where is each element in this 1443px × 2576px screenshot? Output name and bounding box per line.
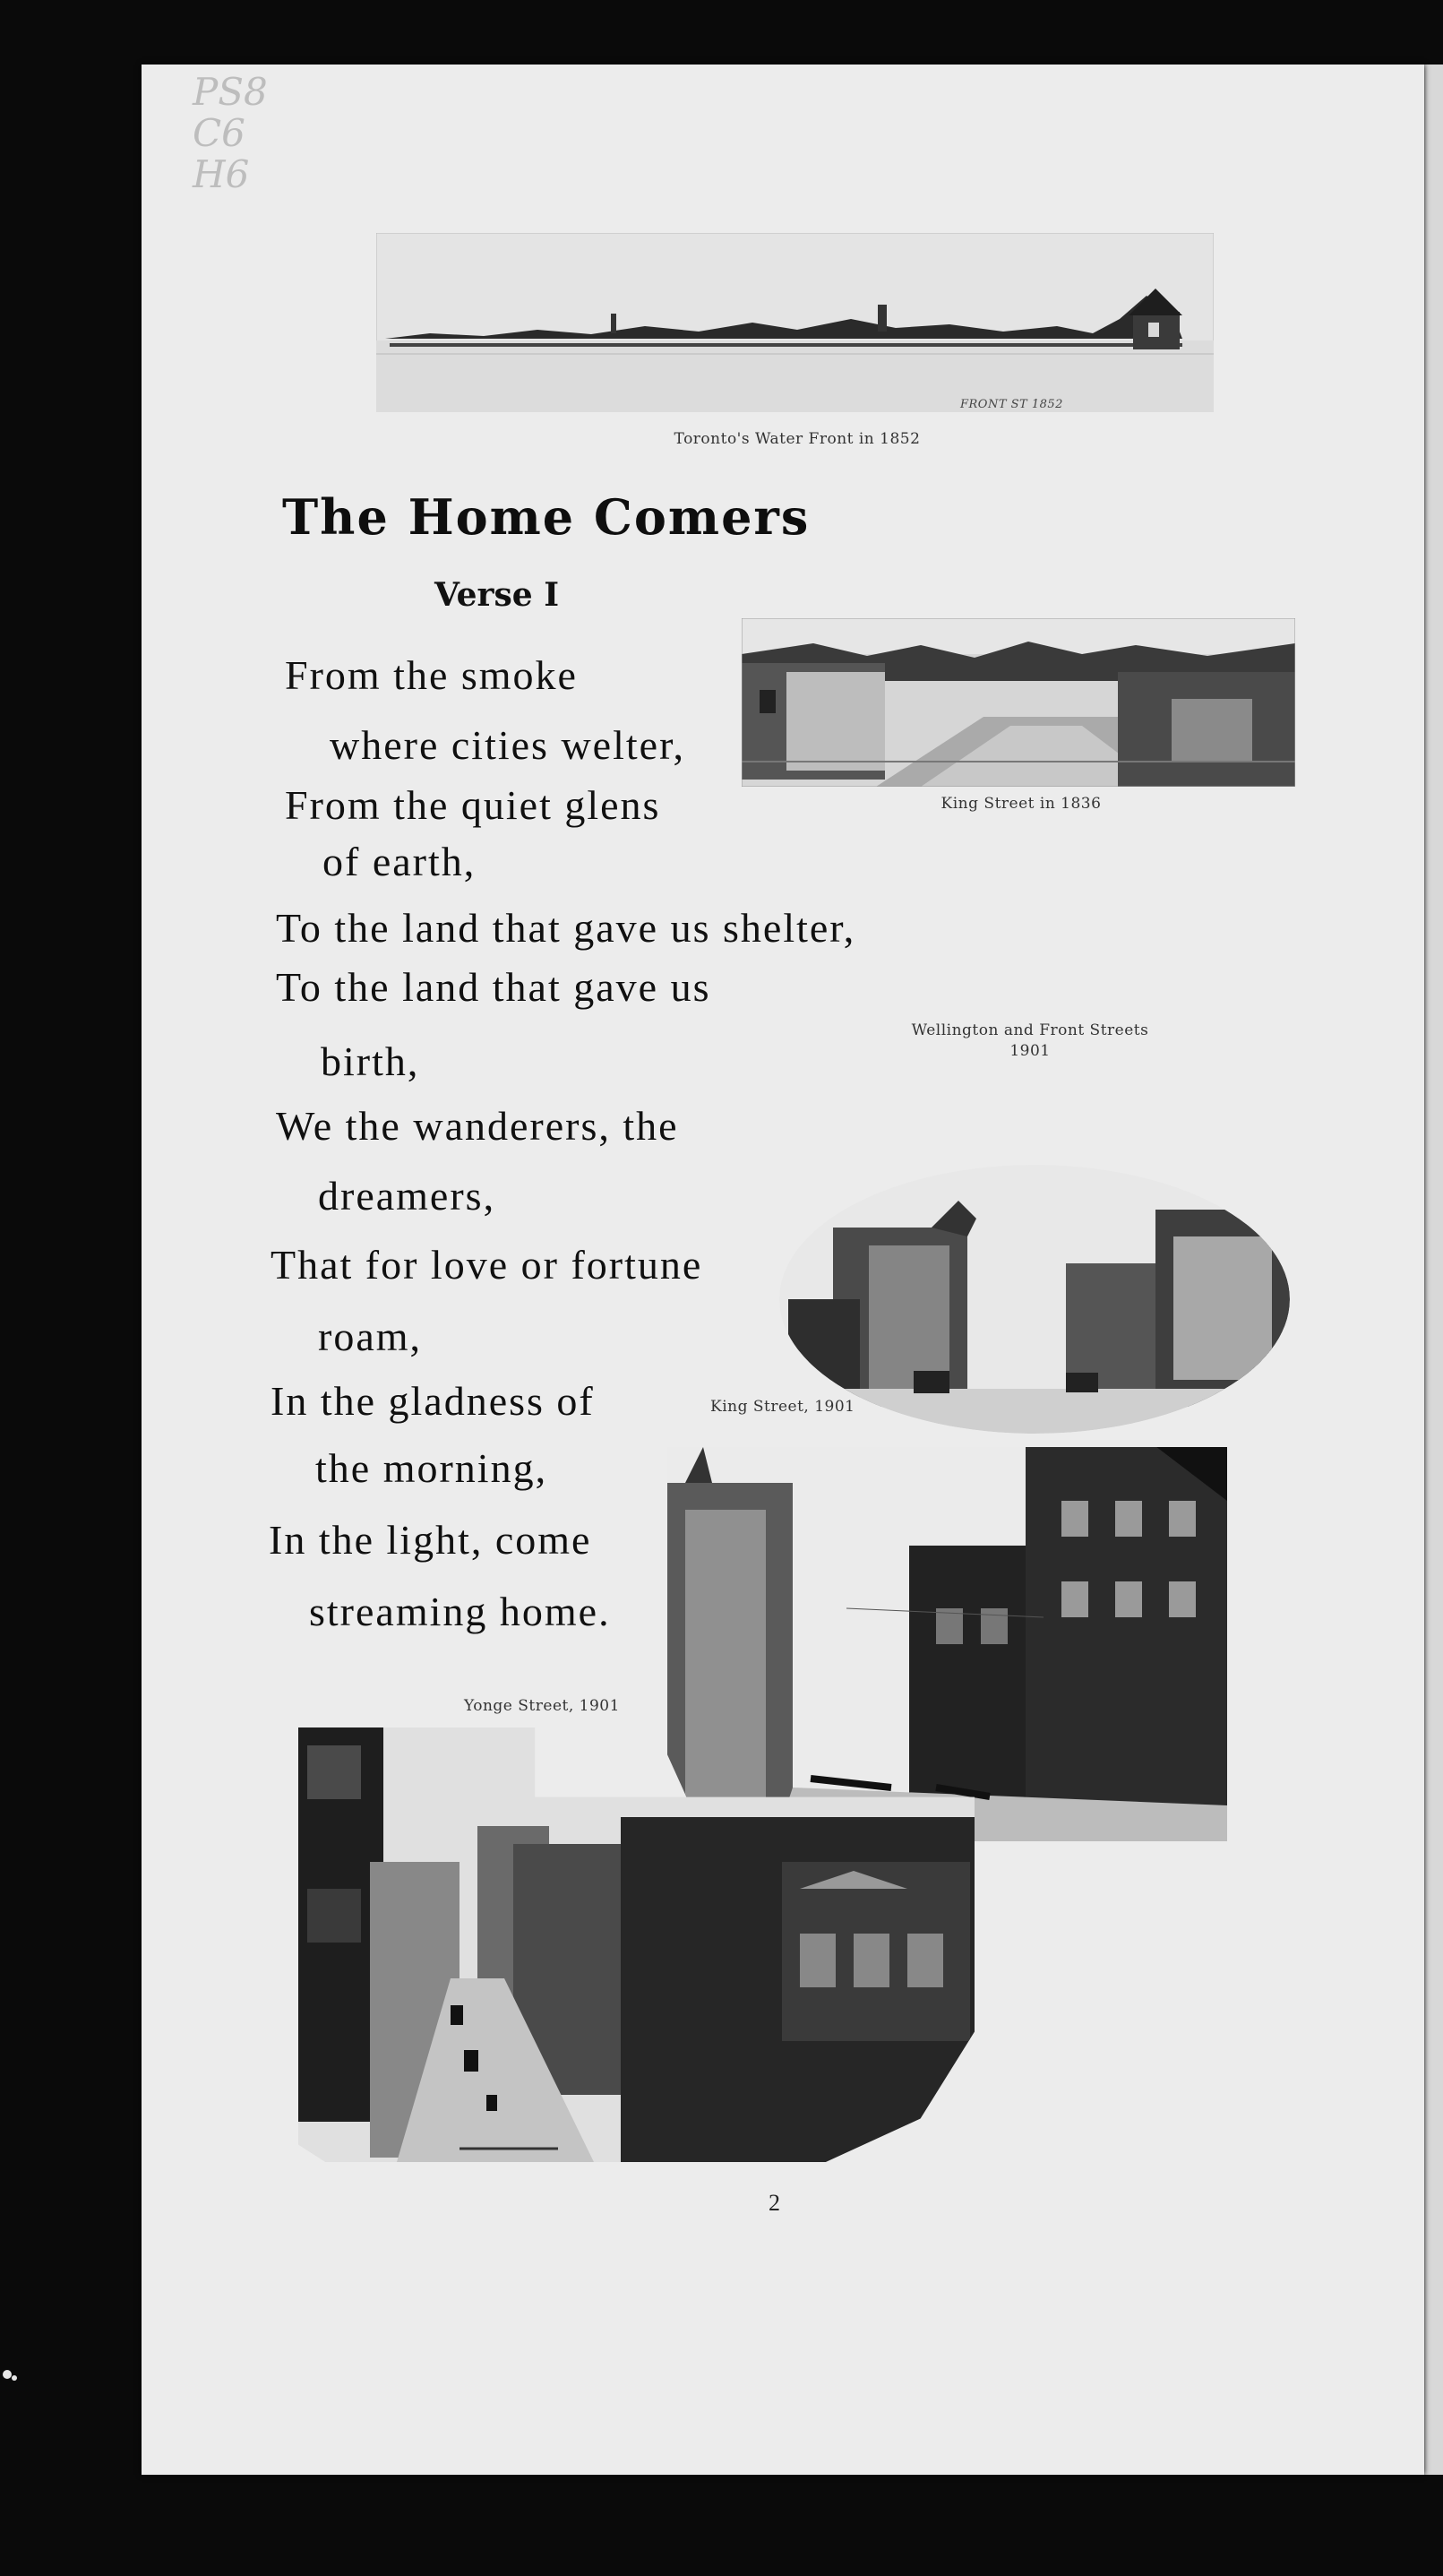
poem-line: streaming home.: [309, 1589, 611, 1634]
poem-line: From the smoke: [285, 652, 578, 698]
king-street-1836-caption: King Street in 1836: [941, 795, 1102, 813]
scan-specks: [0, 2365, 36, 2437]
poem-title: The Home Comers: [282, 488, 811, 546]
wellington-front-caption-line1: Wellington and Front Streets: [911, 1021, 1149, 1039]
poem-line: where cities welter,: [330, 722, 686, 768]
handwritten-call-number: PS8 C6 H6: [193, 70, 268, 196]
wellington-front-caption-line2: 1901: [1009, 1042, 1051, 1060]
poem-line: To the land that gave us shelter,: [276, 905, 856, 951]
street-1901-photo-upper: [667, 1447, 1227, 1841]
poem-line: To the land that gave us: [276, 964, 711, 1010]
poem-line: roam,: [318, 1314, 423, 1359]
waterfront-caption: Toronto's Water Front in 1852: [674, 430, 921, 448]
poem-line: In the light, come: [269, 1517, 592, 1563]
poem-line: That for love or fortune: [271, 1242, 703, 1288]
king-street-1836-photo: [742, 618, 1295, 787]
poem-line: of earth,: [322, 839, 477, 884]
page-edge: [1424, 65, 1443, 2475]
king-street-1901-caption: King Street, 1901: [710, 1398, 855, 1416]
page-number: 2: [769, 2190, 780, 2216]
waterfront-1852-photo: [376, 233, 1214, 412]
poem-line: birth,: [321, 1038, 420, 1084]
poem-line: From the quiet glens: [285, 782, 661, 828]
poem-line: the morning,: [315, 1445, 548, 1491]
yonge-street-1901-caption: Yonge Street, 1901: [464, 1697, 620, 1715]
waterfront-inscription: FRONT ST 1852: [960, 398, 1063, 411]
poem-line: In the gladness of: [271, 1378, 595, 1424]
wellington-front-1901-photo: [779, 1165, 1290, 1434]
verse-label: Verse I: [434, 576, 560, 614]
poem-line: dreamers,: [318, 1173, 496, 1219]
poem-line: We the wanderers, the: [276, 1103, 679, 1149]
